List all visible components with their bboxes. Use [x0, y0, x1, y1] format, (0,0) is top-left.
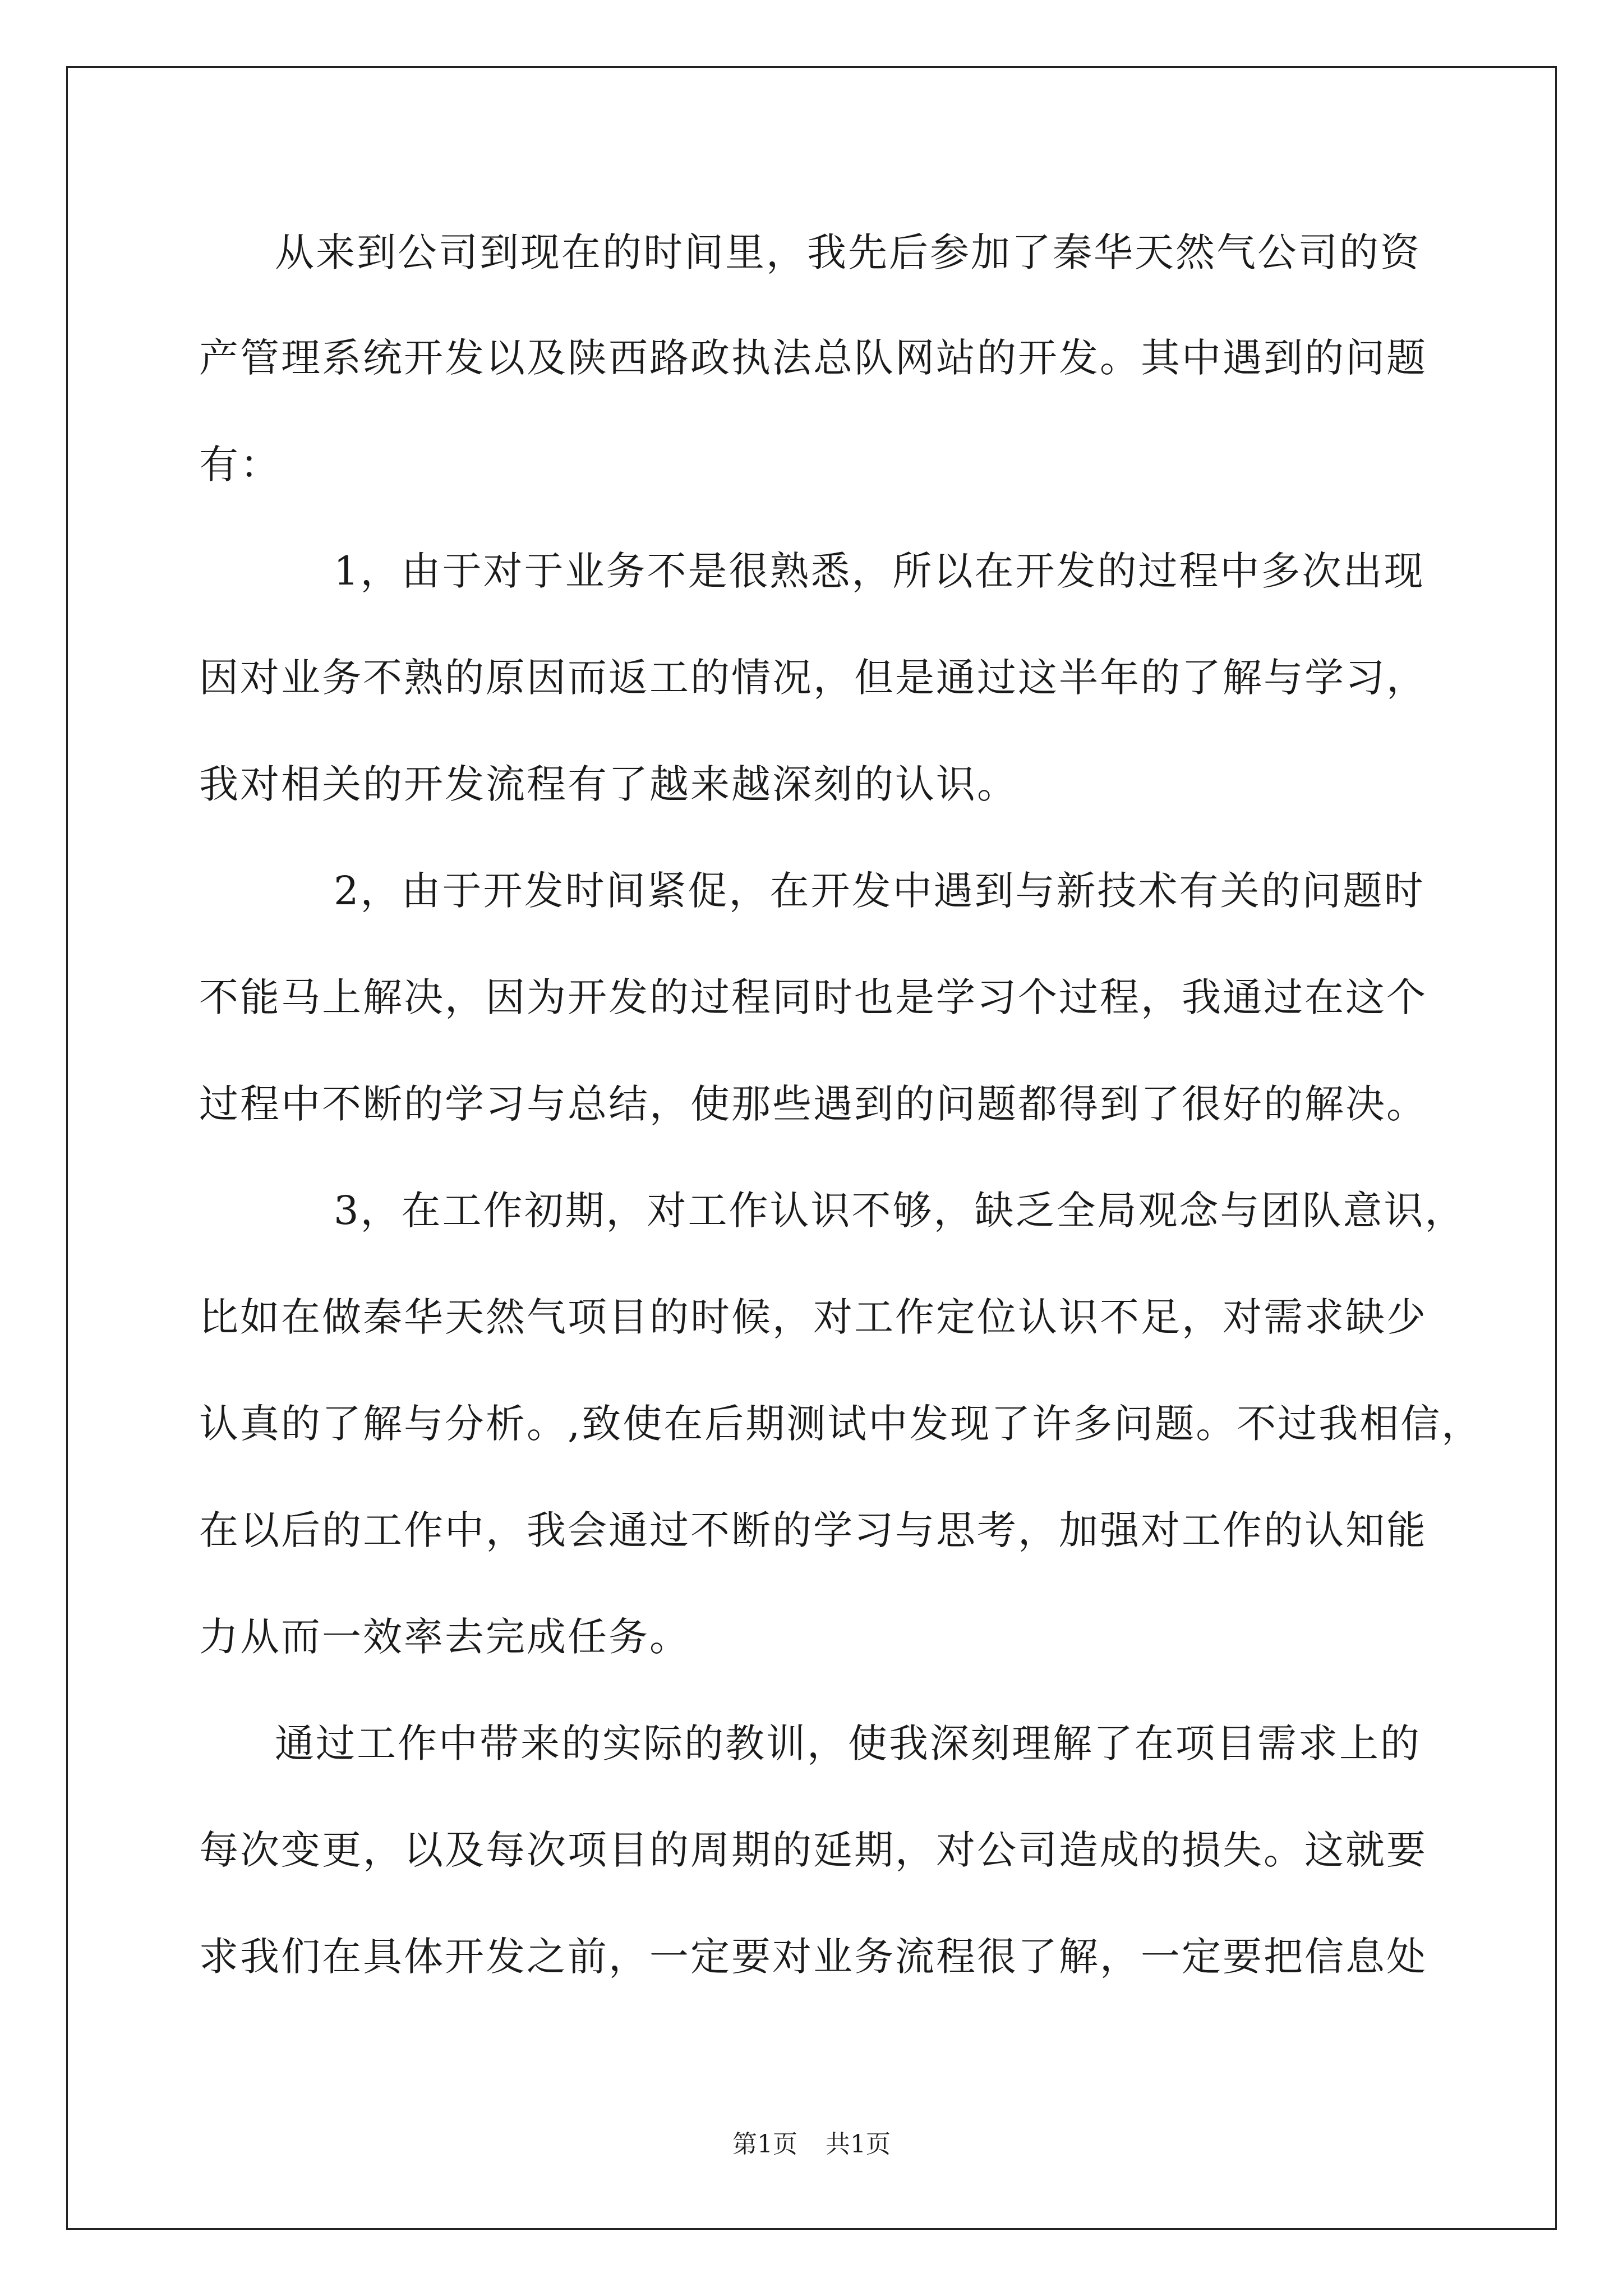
text-line: 3，在工作初期，对工作认识不够，缺乏全局观念与团队意识， — [334, 1188, 1466, 1234]
text-line: 通过工作中带来的实际的教训，使我深刻理解了在项目需求上的 — [275, 1720, 1421, 1766]
page-total: 共1页 — [826, 2130, 891, 2159]
text-line: 有： — [199, 441, 281, 487]
text-line: 我对相关的开发流程有了越来越深刻的认识。 — [199, 761, 1018, 807]
text-line: 认真的了解与分析。,致使在后期测试中发现了许多问题。不过我相信， — [199, 1401, 1483, 1447]
text-line: 求我们在具体开发之前，一定要对业务流程很了解，一定要把信息处 — [199, 1934, 1427, 1980]
text-line: 产管理系统开发以及陕西路政执法总队网站的开发。其中遇到的问题 — [199, 335, 1427, 381]
text-line: 不能马上解决，因为开发的过程同时也是学习个过程，我通过在这个 — [199, 974, 1427, 1020]
text-line: 1，由于对于业务不是很熟悉，所以在开发的过程中多次出现 — [334, 548, 1425, 594]
text-line: 比如在做秦华天然气项目的时候，对工作定位认识不足，对需求缺少 — [199, 1294, 1427, 1340]
text-line: 2，由于开发时间紧促，在开发中遇到与新技术有关的问题时 — [334, 868, 1425, 914]
text-line: 因对业务不熟的原因而返工的情况，但是通过这半年的了解与学习， — [199, 655, 1427, 701]
text-line: 从来到公司到现在的时间里，我先后参加了秦华天然气公司的资 — [275, 229, 1421, 275]
text-line: 过程中不断的学习与总结，使那些遇到的问题都得到了很好的解决。 — [199, 1081, 1427, 1127]
page-footer — [0, 2128, 1623, 2161]
text-line: 每次变更，以及每次项目的周期的延期，对公司造成的损失。这就要 — [199, 1827, 1427, 1873]
text-line: 在以后的工作中，我会通过不断的学习与思考，加强对工作的认知能 — [199, 1507, 1427, 1553]
document-body — [199, 0, 1483, 2076]
page-number: 第1页 — [732, 2130, 797, 2159]
text-line: 力从而一效率去完成任务。 — [199, 1614, 690, 1660]
